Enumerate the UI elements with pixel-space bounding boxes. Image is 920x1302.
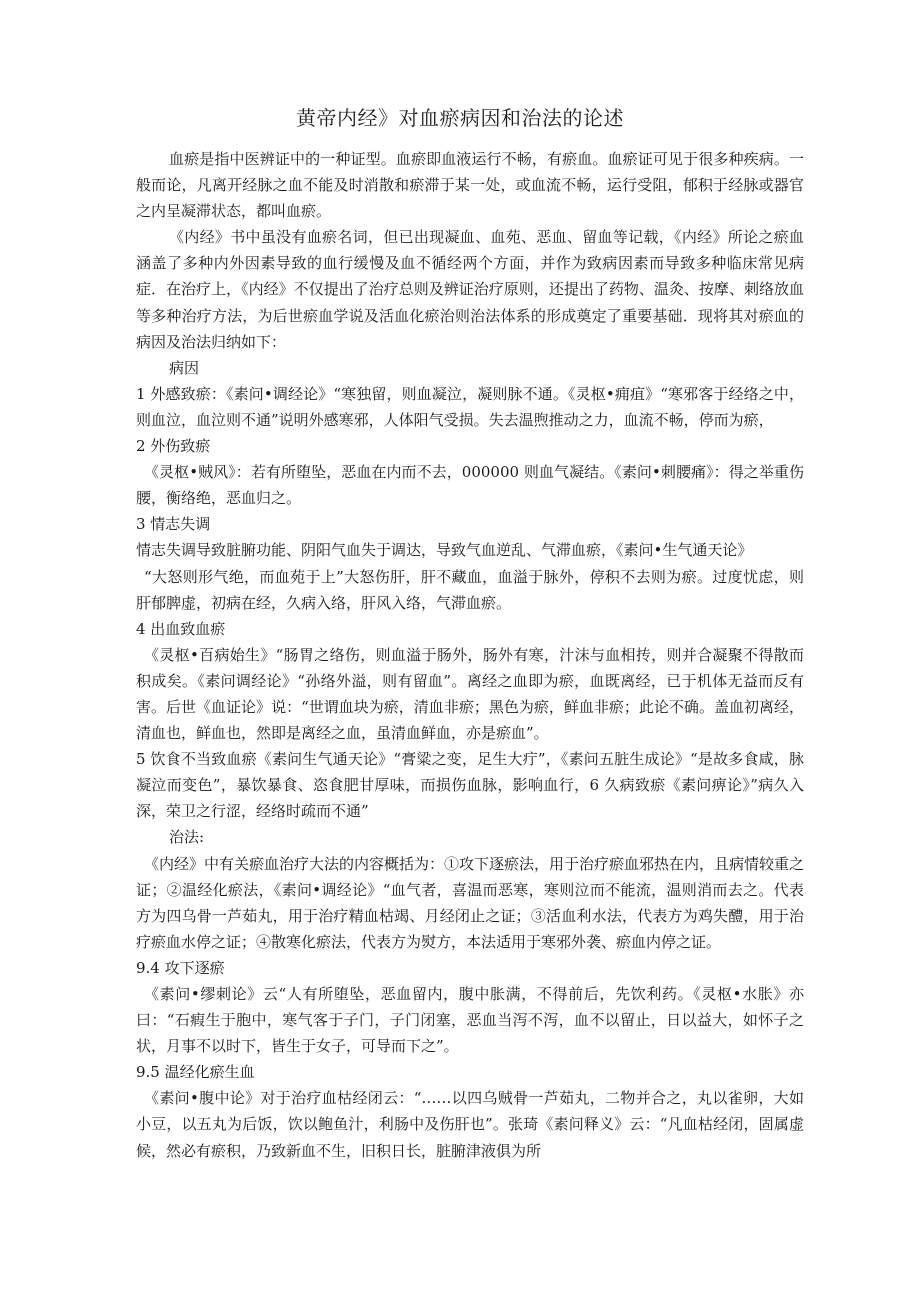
cause-4-paragraph: 《灵枢•百病始生》“肠胃之络伤，则血溢于肠外，肠外有寒，汁沫与血相抟，则并合凝聚不得散而积成矣。《素问调经论》“孙络外溢，则有留血”。离经之血即为瘀，血既离经，已于机体无益而反有害。后世《血证论》说：“世谓血块为瘀，清血非瘀；黑色为瘀，鲜血非瘀；此论不确。盖血初离经，清血也，鲜血也，然即是离经之血，虽清血鲜血，亦是瘀血”。 <box>136 645 804 743</box>
cause-5-6-paragraph: 5 饮食不当致血瘀《素问生气通天论》“膏粱之变，足生大疔”，《素问五脏生成论》“是故多食咸，脉凝泣而变色”，暴饮暴食、恣食肥甘厚味，而损伤血脉，影响血行，6 久病致瘀《素问痹论》”病久入深，荣卫之行涩，经络时疏而不通” <box>136 750 804 821</box>
cause-1-paragraph: 1 外感致瘀：《素问•调经论》“寒独留，则血凝泣，凝则脉不通。《灵枢•痈疽》“寒邪客于经络之中，则血泣，血泣则不通”说明外感寒邪，人体阳气受损。失去温煦推动之力，血流不畅，停而为瘀， <box>136 384 804 429</box>
document-body <box>136 146 804 1164</box>
treatment-paragraph: 《内经》中有关瘀血治疗大法的内容概括为：①攻下逐瘀法，用于治疗瘀血邪热在内，且病情较重之证；②温经化瘀法，《素问•调经论》“血气者，喜温而恶寒，寒则泣而不能流，温则消而去之。代表方为四乌骨一芦茹丸，用于治疗精血枯竭、月经闭止之证；③活血利水法，代表方为鸡失醴，用于治疗瘀血水停之证；④散寒化瘀法，代表方为熨方，本法适用于寒邪外袭、瘀血内停之证。 <box>136 854 805 951</box>
section-9-4-heading: 9.4 攻下逐瘀 <box>136 958 225 977</box>
cause-2-paragraph: 《灵枢•贼风》：若有所堕坠，恶血在内而不去，000000 则血气凝结。《素问•刺腰痛》：得之举重伤腰，衡络绝，恶血归之。 <box>136 463 804 508</box>
intro-paragraph-1: 血瘀是指中医辨证中的一种证型。血瘀即血液运行不畅，有瘀血。血瘀证可见于很多种疾病。一般而论，凡离开经脉之血不能及时消散和瘀滞于某一处，或血流不畅，运行受阻，郁积于经脉或器官之内呈凝滞状态，都叫血瘀。 <box>136 150 804 221</box>
section-9-5-paragraph: 《素问•腹中论》对于治疗血枯经闭云：“……以四乌贼骨一芦茹丸，二物并合之，丸以雀卵，大如小豆，以五丸为后饭，饮以鲍鱼汁，利肠中及伤肝也”。张琦《素问释义》云：“凡血枯经闭，固属虚候，然必有瘀积，乃致新血不生，旧积日长，脏腑津液俱为所 <box>136 1089 804 1160</box>
section-9-4-paragraph: 《素问•缪刺论》云“人有所堕坠，恶血留内，腹中胀满，不得前后，先饮利药。《灵枢•水胀》亦曰：“石瘕生于胞中，寒气客于子门，子门闭塞，恶血当泻不泻，血不以留止，日以益大，如怀子之状，月事不以时下，皆生于女子，可导而下之”。 <box>136 985 804 1056</box>
intro-paragraph-2: 《内经》书中虽没有血瘀名词，但已出现凝血、血苑、恶血、留血等记载，《内经》所论之瘀血涵盖了多种内外因素导致的血行缓慢及血不循经两个方面，并作为致病因素而导致多种临床常见病症．在治疗上，《内经》不仅提出了治疗总则及辨证治疗原则，还提出了药物、温灸、按摩、刺络放血等多种治疗方法，为后世瘀血学说及活血化瘀治则治法体系的形成奠定了重要基础．现将其对瘀血的病因及治法归纳如下： <box>136 228 804 351</box>
section-9-5-heading: 9.5 温经化瘀生血 <box>136 1063 255 1082</box>
treatment-heading: 治法: <box>169 828 205 847</box>
cause-2-heading: 2 外伤致瘀 <box>136 437 211 456</box>
document-title: 黄帝内经》对血瘀病因和治法的论述 <box>296 106 624 130</box>
cause-heading: 病因 <box>169 358 200 377</box>
cause-3-heading: 3 情志失调 <box>136 515 211 534</box>
cause-4-heading: 4 出血致血瘀 <box>136 619 226 638</box>
cause-3-paragraph-a: 情志失调导致脏腑功能、阴阳气血失于调达，导致气血逆乱、气滞血瘀，《素问•生气通天论》 <box>136 541 753 560</box>
cause-3-paragraph-b: “大怒则形气绝，而血苑于上”大怒伤肝，肝不藏血，血溢于脉外，停积不去则为瘀。过度忧虑，则肝郁脾虚，初病在经，久病入络，肝风入络，气滞血瘀。 <box>136 567 804 612</box>
